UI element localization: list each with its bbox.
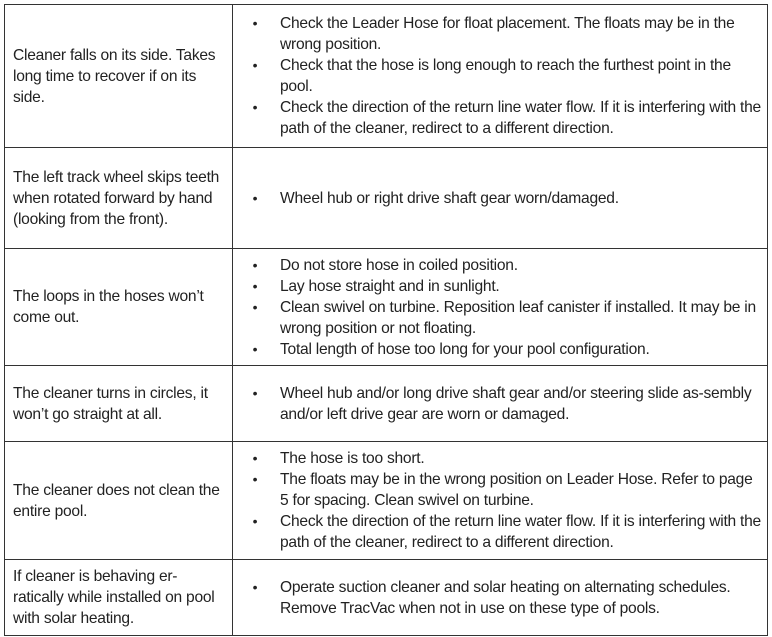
bullet-icon: •: [252, 189, 258, 206]
solution-text: Total length of hose too long for your pool configuration.: [280, 340, 650, 358]
solution-text: Wheel hub and/or long drive shaft gear and/or steering slide as-sembly and/or left drive gear are worn or damaged.: [280, 384, 752, 423]
solution-list: [233, 448, 761, 553]
solution-item: [233, 255, 761, 276]
solution-text: Clean swivel on turbine. Reposition leaf canister if installed. It may be in wrong position or not floating.: [280, 298, 756, 337]
solution-cell: [233, 249, 768, 366]
bullet-icon: •: [252, 256, 258, 273]
solution-text: Wheel hub or right drive shaft gear worn/damaged.: [280, 189, 619, 207]
solution-item: [233, 188, 761, 209]
solution-text: Check that the hose is long enough to reach the furthest point in the pool.: [280, 57, 731, 95]
solution-item: [233, 469, 761, 511]
bullet-icon: •: [252, 57, 258, 73]
solution-item: [233, 383, 761, 425]
solution-item: [233, 448, 761, 469]
solution-list: [233, 188, 761, 209]
bullet-icon: •: [252, 471, 258, 487]
bullet-icon: •: [252, 15, 258, 31]
table-row: [5, 366, 768, 442]
problem-cell: Cleaner falls on its side. Takes long time to recover if on its side.: [5, 5, 233, 148]
solution-cell: [233, 5, 768, 148]
bullet-icon: •: [252, 513, 258, 529]
troubleshooting-table: [4, 4, 768, 636]
solution-cell: [233, 148, 768, 249]
problem-cell: The left track wheel skips teeth when rotated forward by hand (looking from the front).: [5, 148, 233, 249]
table-row: [5, 249, 768, 366]
table-row: [5, 5, 768, 148]
solution-list: [233, 383, 761, 425]
solution-text: Lay hose straight and in sunlight.: [280, 277, 500, 295]
problem-cell: If cleaner is behaving er-ratically while installed on pool with solar heating.: [5, 560, 233, 636]
bullet-icon: •: [252, 277, 258, 294]
solution-item: [233, 577, 761, 619]
solution-text: Check the direction of the return line water flow. If it is interfering with the path of the cleaner, redirect to a different direction.: [280, 99, 761, 137]
solution-text: The hose is too short.: [280, 450, 425, 467]
solution-item: [233, 97, 761, 139]
table-row: [5, 442, 768, 560]
solution-text: Check the Leader Hose for float placement. The floats may be in the wrong position.: [280, 15, 735, 53]
solution-item: [233, 297, 761, 339]
solution-item: [233, 13, 761, 55]
problem-cell: The cleaner turns in circles, it won’t go straight at all.: [5, 366, 233, 442]
problem-cell: The cleaner does not clean the entire pool.: [5, 442, 233, 560]
solution-list: [233, 13, 761, 139]
solution-text: Operate suction cleaner and solar heating on alternating schedules. Remove TracVac when not in use on these type of pools.: [280, 578, 731, 617]
bullet-icon: •: [252, 450, 258, 466]
bullet-icon: •: [252, 298, 258, 315]
bullet-icon: •: [252, 384, 258, 401]
solution-item: [233, 55, 761, 97]
solution-cell: [233, 560, 768, 636]
solution-cell: [233, 366, 768, 442]
bullet-icon: •: [252, 578, 258, 595]
solution-item: [233, 339, 761, 360]
bullet-icon: •: [252, 340, 258, 357]
table-row: [5, 560, 768, 636]
problem-cell: The loops in the hoses won’t come out.: [5, 249, 233, 366]
table-row: [5, 148, 768, 249]
solution-item: [233, 511, 761, 553]
solution-text: The floats may be in the wrong position on Leader Hose. Refer to page 5 for spacing. Clean swivel on turbine.: [280, 471, 753, 509]
solution-list: [233, 577, 761, 619]
solution-list: [233, 255, 761, 360]
solution-cell: [233, 442, 768, 560]
solution-text: Do not store hose in coiled position.: [280, 256, 518, 274]
solution-text: Check the direction of the return line water flow. If it is interfering with the path of the cleaner, redirect to a different direction.: [280, 513, 761, 551]
solution-item: [233, 276, 761, 297]
bullet-icon: •: [252, 99, 258, 115]
